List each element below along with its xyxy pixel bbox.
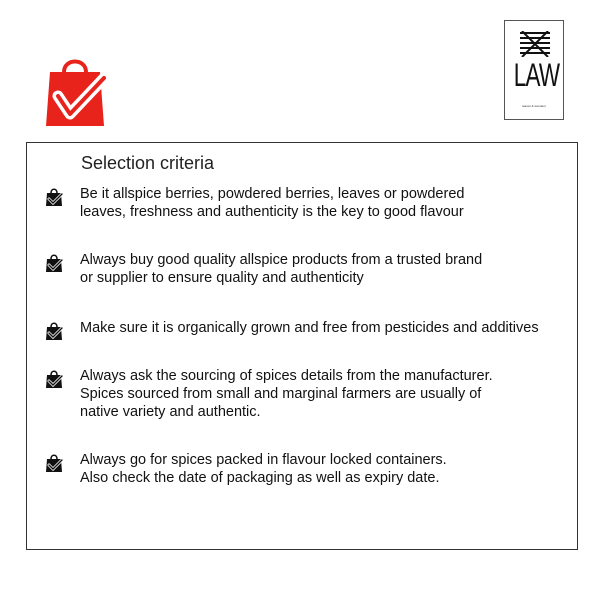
bag-check-icon (45, 187, 63, 207)
bag-check-icon (45, 369, 63, 389)
list-item (45, 251, 482, 287)
list-item (45, 185, 464, 221)
list-item-text: Always buy good quality allspice products from a trusted brand or supplier to ensure quality and authenticity (80, 252, 483, 286)
law-brand-logo (504, 20, 564, 120)
list-item-text: Always ask the sourcing of spices details from the manufacturer. Spices sourced from small and marginal farmers are usually of native variety and authentic. (80, 368, 493, 420)
list-item-text: Make sure it is organically grown and free from pesticides and additives (80, 320, 539, 336)
panel-title: Selection criteria (81, 153, 215, 173)
shopping-bag-check-icon (44, 50, 106, 130)
bag-check-icon (45, 253, 63, 273)
list-item (45, 319, 539, 341)
bag-check-icon (45, 453, 63, 473)
brand-tagline: leaves & wonders (522, 104, 546, 108)
law-mark-icon (520, 31, 550, 57)
brand-word: LAW (513, 57, 560, 93)
list-item (45, 451, 447, 487)
list-item (45, 367, 493, 421)
list-item-text: Always go for spices packed in flavour locked containers. Also check the date of packaging as well as expiry date. (80, 452, 447, 486)
list-item-text: Be it allspice berries, powdered berries, leaves or powdered leaves, freshness and authenticity is the key to good flavour (80, 186, 465, 220)
selection-criteria-panel (26, 142, 578, 550)
bag-check-icon (45, 321, 63, 341)
